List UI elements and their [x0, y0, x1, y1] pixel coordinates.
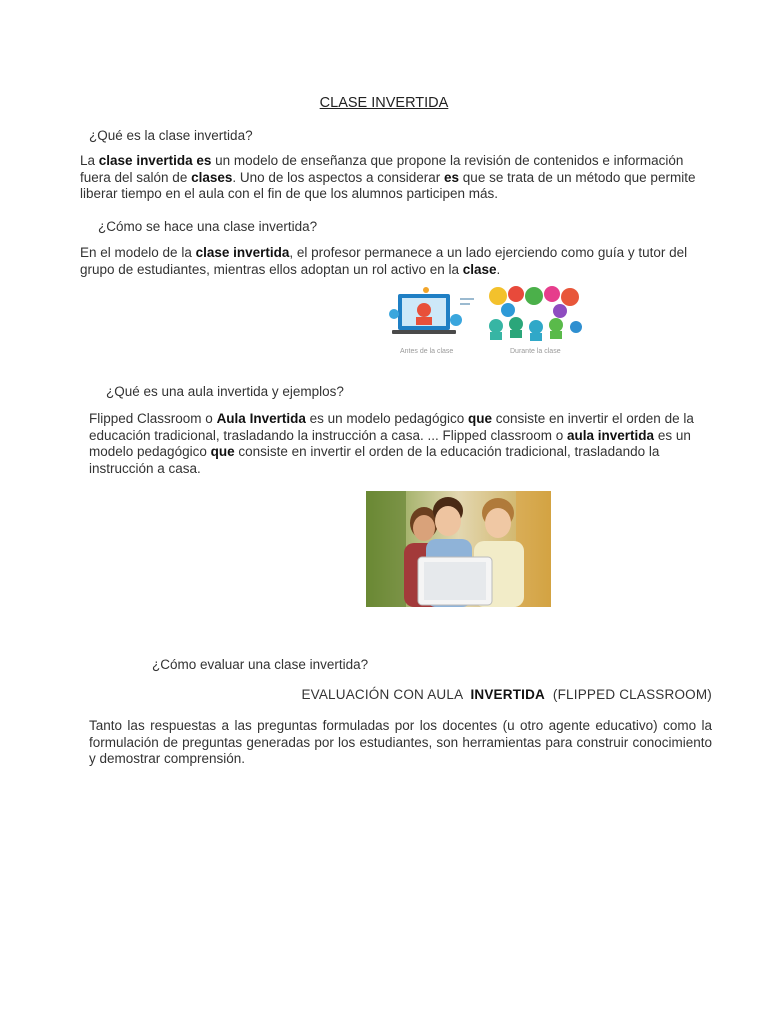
play-icon: [423, 287, 429, 293]
student-head-4-icon: [549, 318, 563, 332]
speech-bubble-green: [525, 287, 543, 305]
speech-bubble-purple: [553, 304, 567, 318]
paragraph-2: [80, 245, 712, 278]
text-run-6: es un modelo pedagógico: [89, 427, 695, 459]
text-run-4: . Uno de los aspectos a considerar: [232, 169, 445, 185]
question-2: ¿Cómo se hace una clase invertida?: [98, 219, 318, 234]
speech-bubble-red: [508, 286, 524, 302]
flipped-class-infographic: [386, 286, 592, 358]
student-head-3-icon: [529, 320, 543, 334]
student-body-2: [510, 330, 522, 338]
teacher-avatar-icon: [417, 303, 431, 317]
cloud-icon: [389, 309, 399, 319]
text-run-0: La: [80, 153, 99, 168]
bold-run-5: aula invertida: [567, 427, 655, 443]
paragraph-3: [89, 411, 712, 477]
bold-run-1: clase invertida es: [98, 153, 212, 168]
text-line-2: [460, 303, 470, 305]
speech-bubble-orange: [561, 288, 579, 306]
bold-run-1: Aula Invertida: [216, 411, 306, 426]
paragraph-1: [80, 153, 712, 203]
speech-bubble-blue: [501, 303, 515, 317]
text-run-2: , el profesor permanece a un lado ejerciendo como guía y tutor del grupo de estudiantes, mientras ellos adoptan un rol activo en la: [80, 245, 691, 277]
caption-before-class: Antes de la clase: [400, 348, 454, 355]
text-line-1: [460, 298, 474, 300]
student-body-3: [530, 333, 542, 341]
text-run-0: Flipped Classroom o: [89, 411, 217, 426]
text-run-0: En el modelo de la: [80, 245, 196, 260]
document-title: CLASE INVERTIDA: [319, 95, 449, 111]
caption-during-class: Durante la clase: [510, 348, 561, 355]
text-run-2: un modelo de enseñanza que propone la revisión de contenidos e información fuera del salón de: [80, 153, 688, 185]
text-run-2: es un modelo pedagógico: [305, 411, 468, 426]
bold-run-3: clases: [191, 169, 233, 185]
student-head-2-icon: [509, 317, 523, 331]
student-head-5-icon: [570, 321, 582, 333]
speech-bubble-yellow: [489, 287, 507, 305]
child-2-face: [435, 506, 461, 536]
laptop-base: [392, 330, 456, 334]
photo-drawing: [366, 491, 551, 607]
bold-run-7: que: [210, 444, 235, 459]
student-body-4: [550, 331, 562, 339]
child-3-face: [485, 508, 511, 538]
question-4: ¿Cómo evaluar una clase invertida?: [152, 657, 369, 672]
teacher-body: [416, 317, 432, 325]
child-1-face: [413, 515, 435, 541]
paragraph-4: [89, 718, 716, 768]
text-run-8: consiste en invertir el orden de la educación tradicional, trasladando la instrucción a casa.: [89, 444, 664, 476]
speech-bubble-pink: [544, 286, 560, 302]
globe-icon: [450, 314, 462, 326]
text-run-2: (FLIPPED CLASSROOM): [545, 687, 712, 702]
text-run-0: EVALUACIÓN CON AULA: [301, 687, 471, 702]
student-body-1: [490, 332, 502, 340]
text-run-6: que se trata de un método que permite liberar tiempo en el aula con el fin de que los alumnos participen más.: [80, 169, 700, 201]
tablet-screen: [424, 562, 486, 600]
plant-left: [366, 491, 406, 607]
text-run-4: consiste en invertir el orden de la educación tradicional, trasladando la instrucción a casa. ... Flipped classroom o: [89, 411, 698, 443]
students-tablet-photo: [366, 491, 551, 607]
bold-run-3: clase: [462, 261, 497, 277]
evaluation-heading: [301, 687, 712, 704]
text-run-4: .: [496, 261, 501, 277]
bold-run-5: es: [444, 169, 460, 185]
student-head-1-icon: [489, 319, 503, 333]
bold-run-1: clase invertida: [195, 245, 290, 260]
question-1: ¿Qué es la clase invertida?: [89, 128, 253, 143]
bold-run-3: que: [467, 411, 492, 426]
question-3: ¿Qué es una aula invertida y ejemplos?: [106, 384, 344, 399]
bold-run-1: INVERTIDA: [470, 687, 546, 702]
text-run-0: Tanto las respuestas a las preguntas formuladas por los docentes (u otro agente educativo) como la formulación de preguntas generadas por los estudiantes, son herramientas para construir conocimiento y demostrar comprensión.: [89, 718, 716, 766]
